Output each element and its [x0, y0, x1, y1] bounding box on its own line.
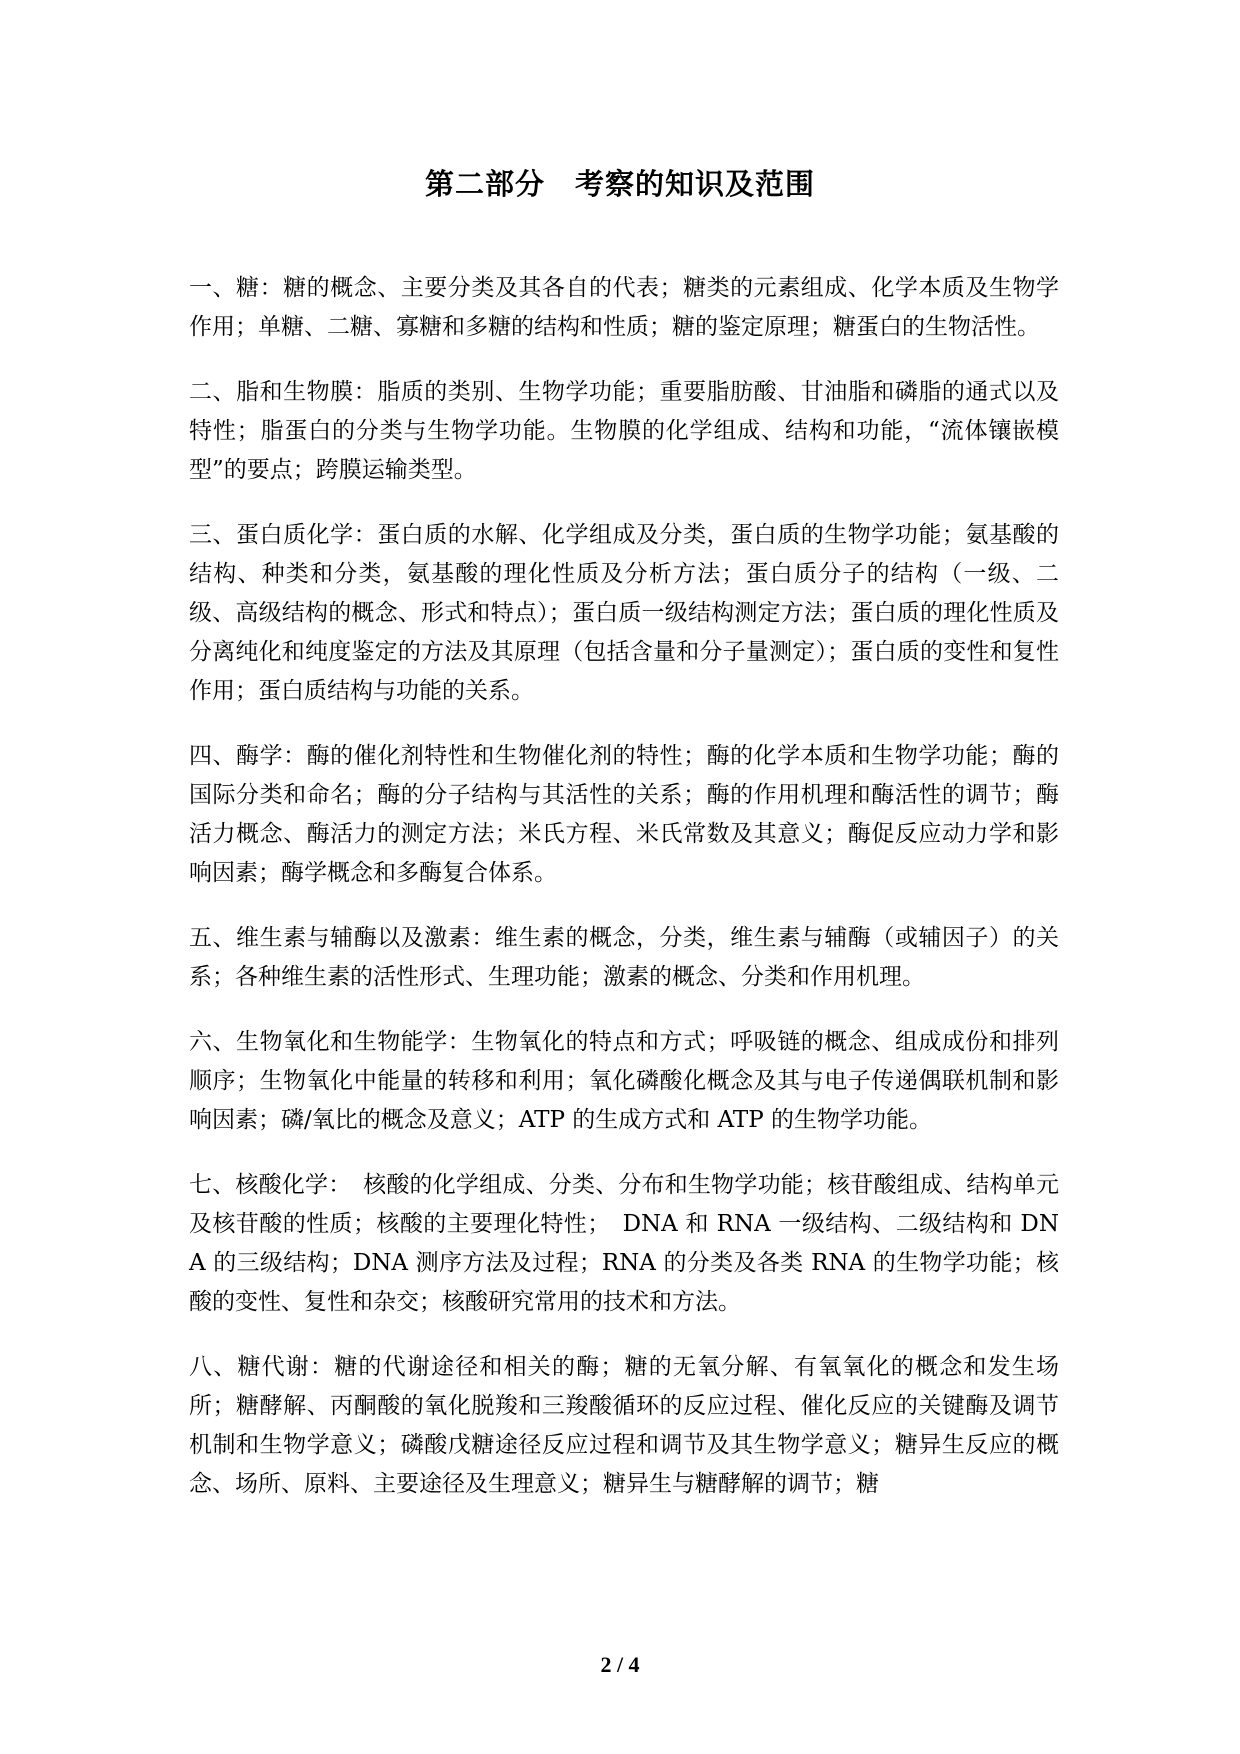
page-number: 2 / 4: [600, 1652, 640, 1677]
section-list: [189, 269, 1059, 1530]
page-title: 第二部分 考察的知识及范围: [424, 167, 815, 201]
section-protein-chemistry: 三、蛋白质化学：蛋白质的水解、化学组成及分类，蛋白质的生物学功能；氨基酸的结构、种类和分类，氨基酸的理化性质及分析方法；蛋白质分子的结构（一级、二级、高级结构的概念、形式和特点）；蛋白质一级结构测定方法；蛋白质的理化性质及分离纯化和纯度鉴定的方法及其原理（包括含量和分子量测定）；蛋白质的变性和复性作用；蛋白质结构与功能的关系。: [189, 522, 1059, 704]
section-lipids-membranes: 二、脂和生物膜：脂质的类别、生物学功能；重要脂肪酸、甘油脂和磷脂的通式以及特性；脂蛋白的分类与生物学功能。生物膜的化学组成、结构和功能，“流体镶嵌模型”的要点；跨膜运输类型。: [189, 379, 1059, 483]
section-bio-oxidation: 六、生物氧化和生物能学：生物氧化的特点和方式；呼吸链的概念、组成成份和排列顺序；生物氧化中能量的转移和利用；氧化磷酸化概念及其与电子传递偶联机制和影响因素；磷/氧比的概念及意义；ATP 的生成方式和 ATP 的生物学功能。: [189, 1029, 1059, 1133]
section-enzymology: 四、酶学：酶的催化剂特性和生物催化剂的特性；酶的化学本质和生物学功能；酶的国际分类和命名；酶的分子结构与其活性的关系；酶的作用机理和酶活性的调节；酶活力概念、酶活力的测定方法；米氏方程、米氏常数及其意义；酶促反应动力学和影响因素；酶学概念和多酶复合体系。: [189, 743, 1059, 886]
section-sugar: 一、糖：糖的概念、主要分类及其各自的代表；糖类的元素组成、化学本质及生物学作用；单糖、二糖、寡糖和多糖的结构和性质；糖的鉴定原理；糖蛋白的生物活性。: [189, 275, 1059, 340]
section-sugar-metabolism: 八、糖代谢：糖的代谢途径和相关的酶；糖的无氧分解、有氧氧化的概念和发生场所；糖酵解、丙酮酸的氧化脱羧和三羧酸循环的反应过程、催化反应的关键酶及调节机制和生物学意义；磷酸戊糖途径反应过程和调节及其生物学意义；糖异生反应的概念、场所、原料、主要途径及生理意义；糖异生与糖酵解的调节；糖: [189, 1354, 1059, 1497]
section-vitamins-hormones: 五、维生素与辅酶以及激素：维生素的概念，分类，维生素与辅酶（或辅因子）的关系；各种维生素的活性形式、生理功能；激素的概念、分类和作用机理。: [189, 925, 1059, 990]
section-nucleic-acid: 七、核酸化学： 核酸的化学组成、分类、分布和生物学功能；核苷酸组成、结构单元及核苷酸的性质；核酸的主要理化特性； DNA 和 RNA 一级结构、二级结构和 DNA 的三级结构；DNA 测序方法及过程；RNA 的分类及各类 RNA 的生物学功能；核酸的变性、复性和杂交；核酸研究常用的技术和方法。: [189, 1172, 1059, 1315]
